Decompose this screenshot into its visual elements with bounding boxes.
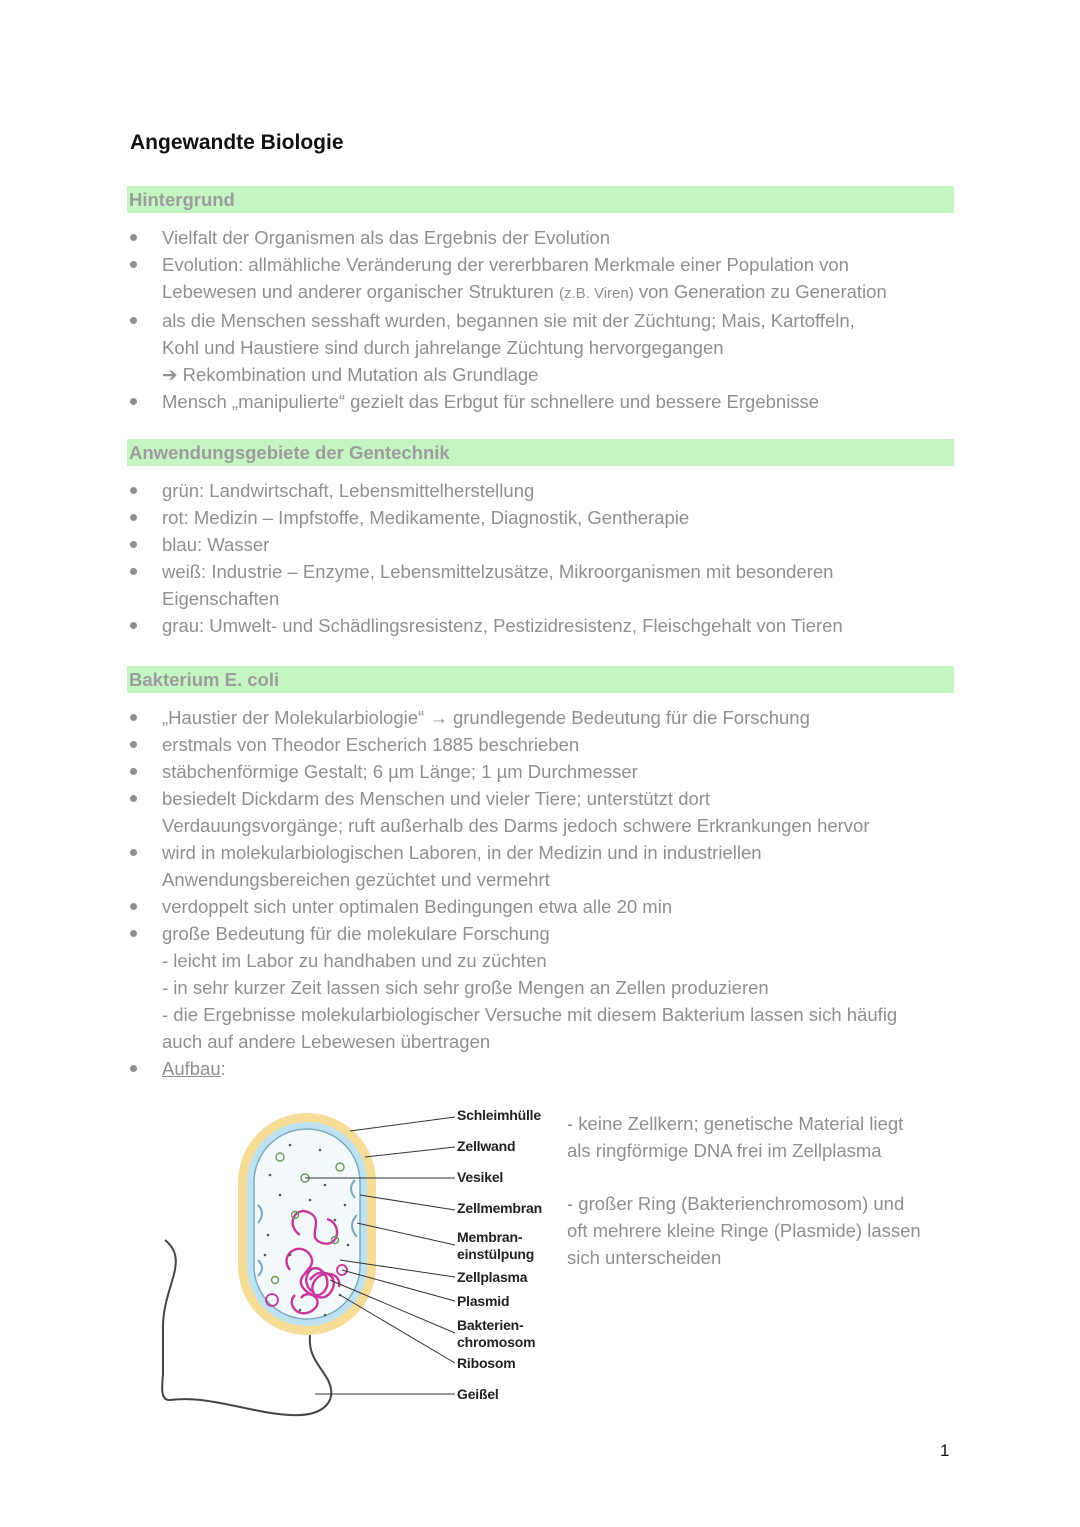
list-item: wird in molekularbiologischen Laboren, in der Medizin und in industriellen [127,839,957,866]
ecoli-diagram [150,1095,550,1425]
label-geissel: Geißel [457,1386,499,1402]
list-item: blau: Wasser [127,531,957,558]
list-item-continuation: Lebewesen und anderer organischer Strukturen (z.B. Viren) von Generation zu Generation [162,281,887,302]
list-item-continuation: Kohl und Haustiere sind durch jahrelange Züchtung hervorgegangen [162,337,724,358]
page-title: Angewandte Biologie [130,131,344,154]
label-ribosom: Ribosom [457,1355,516,1371]
list-item-aufbau: Aufbau: [127,1055,957,1082]
list-item: besiedelt Dickdarm des Menschen und vieler Tiere; unterstützt dort [127,785,957,812]
label-plasmid: Plasmid [457,1293,510,1309]
side-note-2: - großer Ring (Bakterienchromosom) und oft mehrere kleine Ringe (Plasmide) lassen sich unterscheiden [567,1193,921,1268]
list-item: stäbchenförmige Gestalt; 6 µm Länge; 1 µm Durchmesser [127,758,957,785]
section-header-ecoli [127,666,954,693]
label-zellwand: Zellwand [457,1138,516,1154]
list-item: große Bedeutung für die molekulare Forschung [127,920,957,947]
anwendung-list [127,477,957,639]
list-item: Evolution: allmähliche Veränderung der vererbbaren Merkmale einer Population von [127,251,957,278]
list-item-continuation: - die Ergebnisse molekularbiologischer Versuche mit diesem Bakterium lassen sich häufig [162,1004,898,1025]
section-header-hintergrund [127,186,954,213]
section-header-label: Hintergrund [129,189,235,210]
side-note-1: - keine Zellkern; genetische Material liegt als ringförmige DNA frei im Zellplasma [567,1113,904,1161]
list-item: grün: Landwirtschaft, Lebensmittelherstellung [127,477,957,504]
label-membran: Membran- [457,1229,523,1245]
label-chromosom: chromosom [457,1334,536,1350]
ecoli-list [127,704,957,1082]
label-bakterien: Bakterien- [457,1317,524,1333]
section-header-label: Bakterium E. coli [129,669,280,690]
label-schleimhuelle: Schleimhülle [457,1107,541,1123]
page-number: 1 [940,1441,950,1460]
list-item: verdoppelt sich unter optimalen Bedingungen etwa alle 20 min [127,893,957,920]
label-zellplasma: Zellplasma [457,1269,528,1285]
list-item-continuation: Verdauungsvorgänge; ruft außerhalb des Darms jedoch schwere Erkrankungen hervor [162,815,870,836]
label-zellmembran: Zellmembran [457,1200,542,1216]
list-item: Vielfalt der Organismen als das Ergebnis der Evolution [127,224,957,251]
list-item: „Haustier der Molekularbiologie“ → grundlegende Bedeutung für die Forschung [127,704,957,731]
list-item-continuation: ➔ Rekombination und Mutation als Grundlage [162,364,539,385]
list-item-continuation: - in sehr kurzer Zeit lassen sich sehr große Mengen an Zellen produzieren [162,977,769,998]
section-header-label: Anwendungsgebiete der Gentechnik [129,442,450,463]
hintergrund-list [127,224,957,415]
list-item-continuation: - leicht im Labor zu handhaben und zu züchten [162,950,547,971]
list-item: erstmals von Theodor Escherich 1885 beschrieben [127,731,957,758]
list-item: Mensch „manipulierte“ gezielt das Erbgut für schnellere und bessere Ergebnisse [127,388,957,415]
label-vesikel: Vesikel [457,1169,504,1185]
list-item: rot: Medizin – Impfstoffe, Medikamente, Diagnostik, Gentherapie [127,504,957,531]
label-einstuelpung: einstülpung [457,1246,535,1262]
section-header-anwendung [127,439,954,466]
list-item: grau: Umwelt- und Schädlingsresistenz, Pestizidresistenz, Fleischgehalt von Tieren [127,612,957,639]
list-item-continuation: Anwendungsbereichen gezüchtet und vermehrt [162,869,550,890]
list-item: weiß: Industrie – Enzyme, Lebensmittelzusätze, Mikroorganismen mit besonderen [127,558,957,585]
list-item-continuation: auch auf andere Lebewesen übertragen [162,1031,491,1052]
list-item: als die Menschen sesshaft wurden, begannen sie mit der Züchtung; Mais, Kartoffeln, [127,307,957,334]
list-item-continuation: Eigenschaften [162,588,280,609]
